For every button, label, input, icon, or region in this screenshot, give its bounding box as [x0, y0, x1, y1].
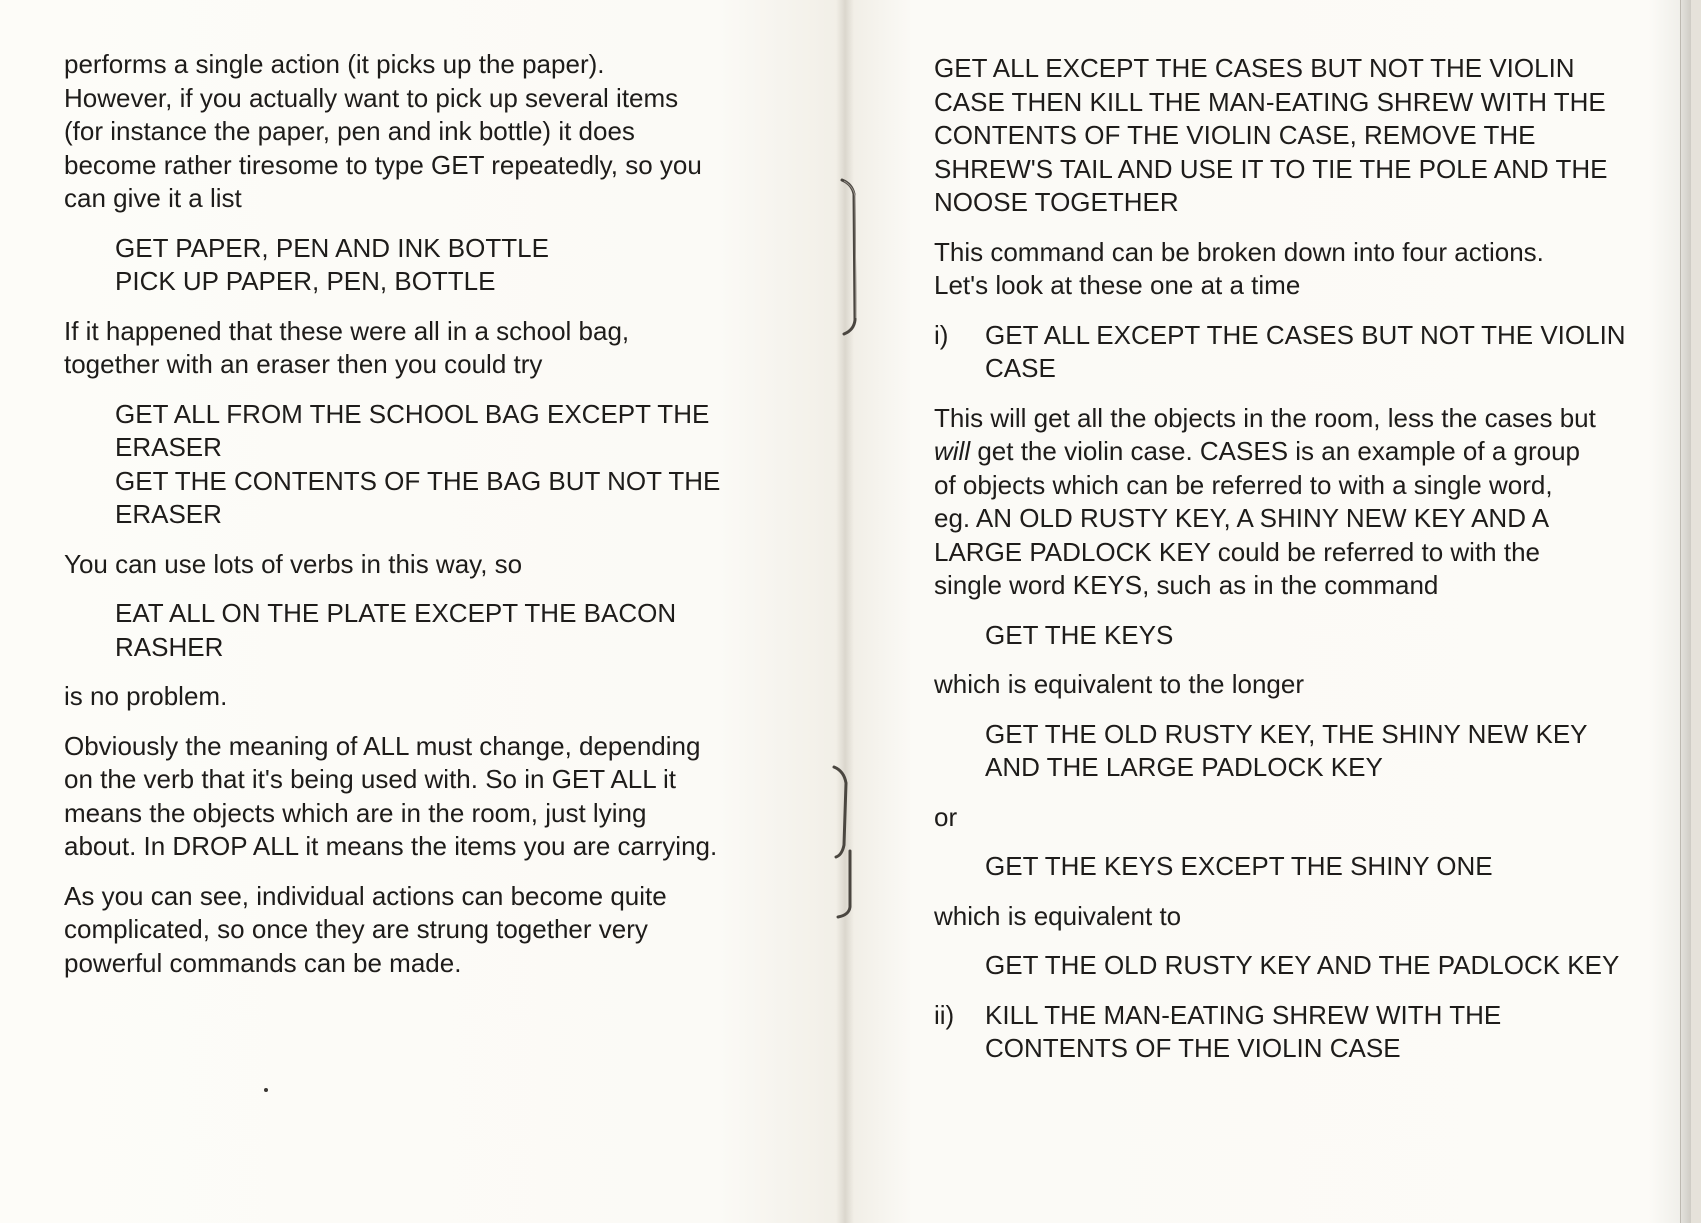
right-page-text	[934, 52, 1654, 1082]
list-item-1	[934, 319, 1654, 386]
paragraph-no-problem: is no problem.	[64, 681, 228, 711]
left-page-text	[64, 48, 784, 996]
page-edge	[1680, 0, 1691, 1223]
command-except-shiny: GET THE KEYS EXCEPT THE SHINY ONE	[985, 851, 1493, 881]
explanation-part-1: This will get all the objects in the room, less the cases but	[934, 402, 1596, 433]
list-item-1-text: GET ALL EXCEPT THE CASES BUT NOT THE VIOLIN CASE	[985, 319, 1626, 383]
command-old-and-padlock: GET THE OLD RUSTY KEY AND THE PADLOCK KEY	[985, 950, 1620, 980]
explanation-part-2: get the violin case. CASES is an example of a group of objects which can be referred to with a single word, eg. AN OLD RUSTY KEY, A SHINY NEW KEY AND A LARGE PADLOCK KEY could be referred to with the single word KEYS, such as in the command	[934, 436, 1581, 600]
paper-speck	[264, 1088, 268, 1092]
paragraph-breakdown: This command can be broken down into four actions. Let's look at these one at a time	[934, 236, 1544, 300]
paragraph-equivalent-longer: which is equivalent to the longer	[934, 669, 1305, 699]
staple-bottom	[830, 755, 860, 925]
staple-top	[838, 170, 868, 340]
paragraph-verbs: You can use lots of verbs in this way, so	[64, 548, 523, 579]
paragraph-or: or	[934, 801, 958, 832]
explanation-italic-word: will	[934, 436, 971, 466]
command-get-keys: GET THE KEYS	[985, 619, 1174, 650]
list-item-2-text: KILL THE MAN-EATING SHREW WITH THE CONTENTS OF THE VIOLIN CASE	[985, 999, 1502, 1063]
command-example-school-bag: GET ALL FROM THE SCHOOL BAG EXCEPT THE ERASER GET THE CONTENTS OF THE BAG BUT NOT THE ERASER	[115, 398, 721, 529]
command-compound-example: GET ALL EXCEPT THE CASES BUT NOT THE VIOLIN CASE THEN KILL THE MAN-EATING SHREW WITH THE CONTENTS OF THE VIOLIN CASE, REMOVE THE SHREW'S TAIL AND USE IT TO TIE THE POLE AND THE NOOSE TOGETHER	[934, 53, 1608, 217]
list-item-2-number: ii)	[934, 999, 955, 1030]
right-page	[845, 0, 1691, 1223]
command-long-keys: GET THE OLD RUSTY KEY, THE SHINY NEW KEY AND THE LARGE PADLOCK KEY	[985, 718, 1588, 782]
command-example-eat: EAT ALL ON THE PLATE EXCEPT THE BACON RASHER	[115, 598, 677, 662]
list-item-2	[934, 999, 1654, 1066]
list-item-1-number: i)	[934, 319, 949, 350]
left-page	[0, 0, 845, 1223]
paragraph-cases-explanation	[934, 402, 1654, 603]
paragraph-school-bag: If it happened that these were all in a school bag, together with an eraser then you could try	[64, 315, 630, 379]
paragraph-equivalent-to: which is equivalent to	[934, 900, 1182, 931]
paragraph-get-list: performs a single action (it picks up the paper). However, if you actually want to pick up several items (for instance the paper, pen and ink bottle) it does become rather tiresome to type GET repeatedly, so you can give it a list	[64, 49, 702, 213]
paragraph-powerful-commands: As you can see, individual actions can become quite complicated, so once they are strung together very powerful commands can be made.	[64, 880, 667, 978]
command-example-list: GET PAPER, PEN AND INK BOTTLE PICK UP PAPER, PEN, BOTTLE	[115, 232, 549, 296]
paragraph-meaning-of-all: Obviously the meaning of ALL must change, depending on the verb that it's being used with. So in GET ALL it means the objects which are in the room, just lying about. In DROP ALL it means the items you are carrying.	[64, 730, 718, 861]
